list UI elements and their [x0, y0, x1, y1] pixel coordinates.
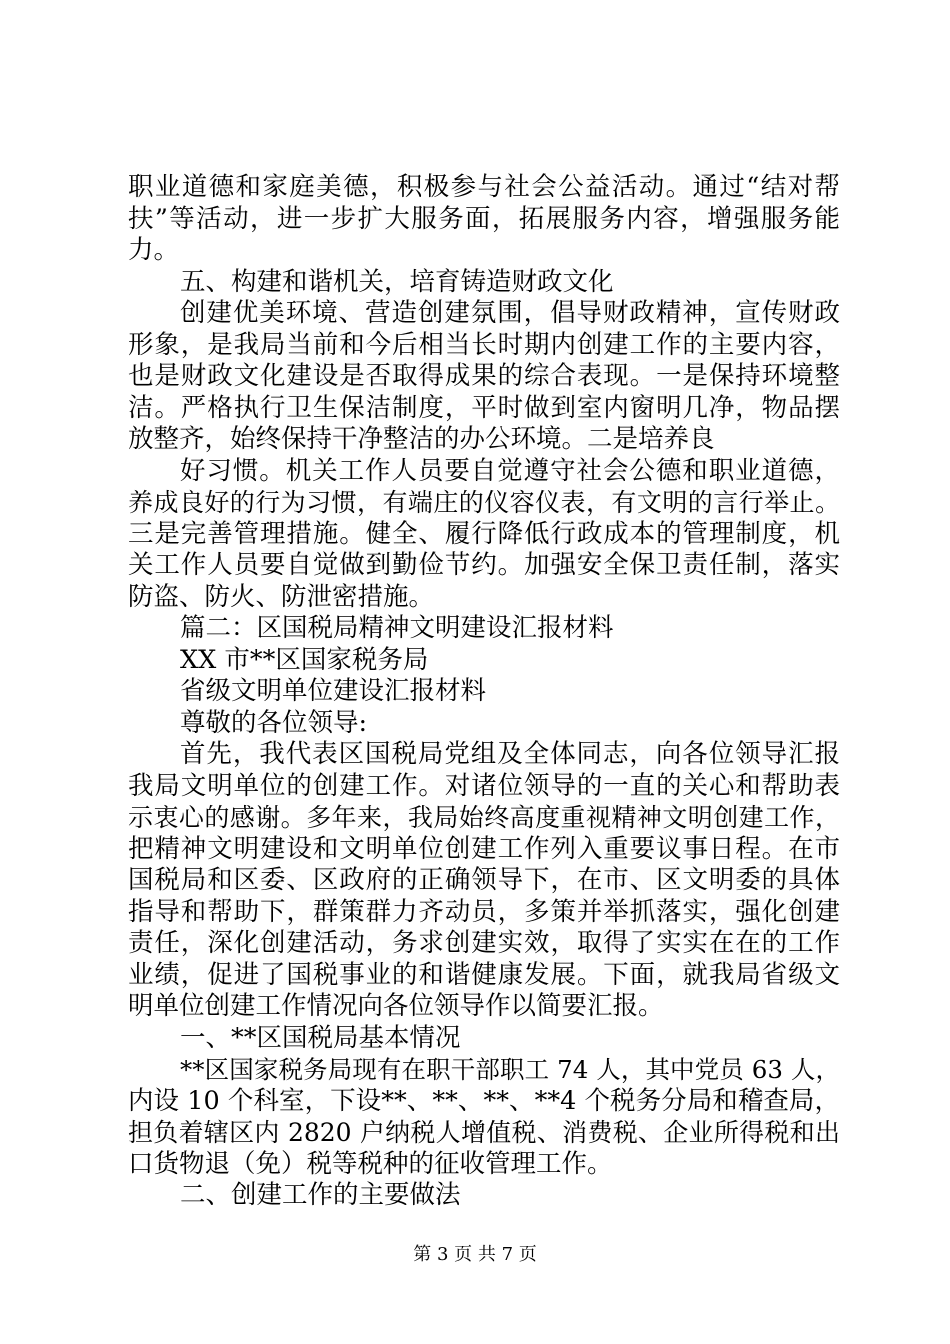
text-line: 业绩，促进了国税事业的和谐健康发展。下面，就我局省级文 [128, 959, 840, 990]
text-line: 五、构建和谐机关，培育铸造财政文化 [180, 266, 614, 297]
text-line: 我局文明单位的创建工作。对诸位领导的一直的关心和帮助表 [128, 770, 840, 801]
text-line: 示衷心的感谢。多年来，我局始终高度重视精神文明创建工作， [128, 803, 840, 832]
text-line: 国税局和区委、区政府的正确领导下，在市、区文明委的具体 [128, 865, 840, 895]
text-line: 一、**区国税局基本情况 [180, 1022, 461, 1053]
text-line: 力。 [128, 235, 180, 265]
text-line: 职业道德和家庭美德，积极参与社会公益活动。通过“结对帮 [128, 172, 840, 202]
text-line: 尊敬的各位领导: [180, 707, 368, 738]
text-line: 口货物退（免）税等税种的征收管理工作。 [128, 1148, 613, 1179]
text-line: 首先，我代表区国税局党组及全体同志，向各位领导汇报 [180, 739, 840, 769]
text-line: 形象，是我局当前和今后相当长时期内创建工作的主要内容， [128, 329, 840, 360]
text-line: **区国家税务局现有在职干部职工 74 人，其中党员 63 人， [180, 1055, 840, 1084]
text-line: 洁。严格执行卫生保洁制度，平时做到室内窗明几净，物品摆 [128, 392, 840, 423]
text-line: 养成良好的行为习惯，有端庄的仪容仪表，有文明的言行举止。 [128, 488, 840, 517]
text-line: XX 市**区国家税务局 [180, 644, 429, 675]
text-line: 指导和帮助下，群策群力齐动员，多策并举抓落实，强化创建 [128, 896, 840, 927]
text-line: 关工作人员要自觉做到勤俭节约。加强安全保卫责任制，落实 [128, 550, 840, 580]
text-line: 把精神文明建设和文明单位创建工作列入重要议事日程。在市 [128, 833, 840, 864]
page-footer: 第 3 页 共 7 页 [413, 1244, 537, 1265]
text-line: 担负着辖区内 2820 户纳税人增值税、消费税、企业所得税和出 [128, 1118, 840, 1147]
document-body [128, 172, 840, 1212]
text-line: 好习惯。机关工作人员要自觉遵守社会公德和职业道德， [180, 455, 840, 486]
text-line: 责任，深化创建活动，务求创建实效，取得了实实在在的工作 [128, 928, 840, 958]
text-line: 篇二：区国税局精神文明建设汇报材料 [180, 613, 614, 643]
text-line: 明单位创建工作情况向各位领导作以简要汇报。 [128, 991, 664, 1021]
text-line: 三是完善管理措施。健全、履行降低行政成本的管理制度，机 [128, 518, 840, 549]
text-line: 内设 10 个科室，下设**、**、**、**4 个税务分局和稽查局， [128, 1085, 840, 1116]
text-line: 防盗、防火、防泄密措施。 [128, 581, 435, 612]
text-line: 创建优美环境、营造创建氛围，倡导财政精神，宣传财政 [180, 298, 840, 328]
text-line: 放整齐，始终保持干净整洁的办公环境。二是培养良 [128, 424, 715, 454]
text-line: 也是财政文化建设是否取得成果的综合表现。一是保持环境整 [128, 361, 840, 391]
text-line: 扶”等活动，进一步扩大服务面，拓展服务内容，增强服务能 [128, 203, 840, 234]
text-line: 省级文明单位建设汇报材料 [180, 676, 487, 706]
text-line: 二、创建工作的主要做法 [180, 1180, 461, 1210]
